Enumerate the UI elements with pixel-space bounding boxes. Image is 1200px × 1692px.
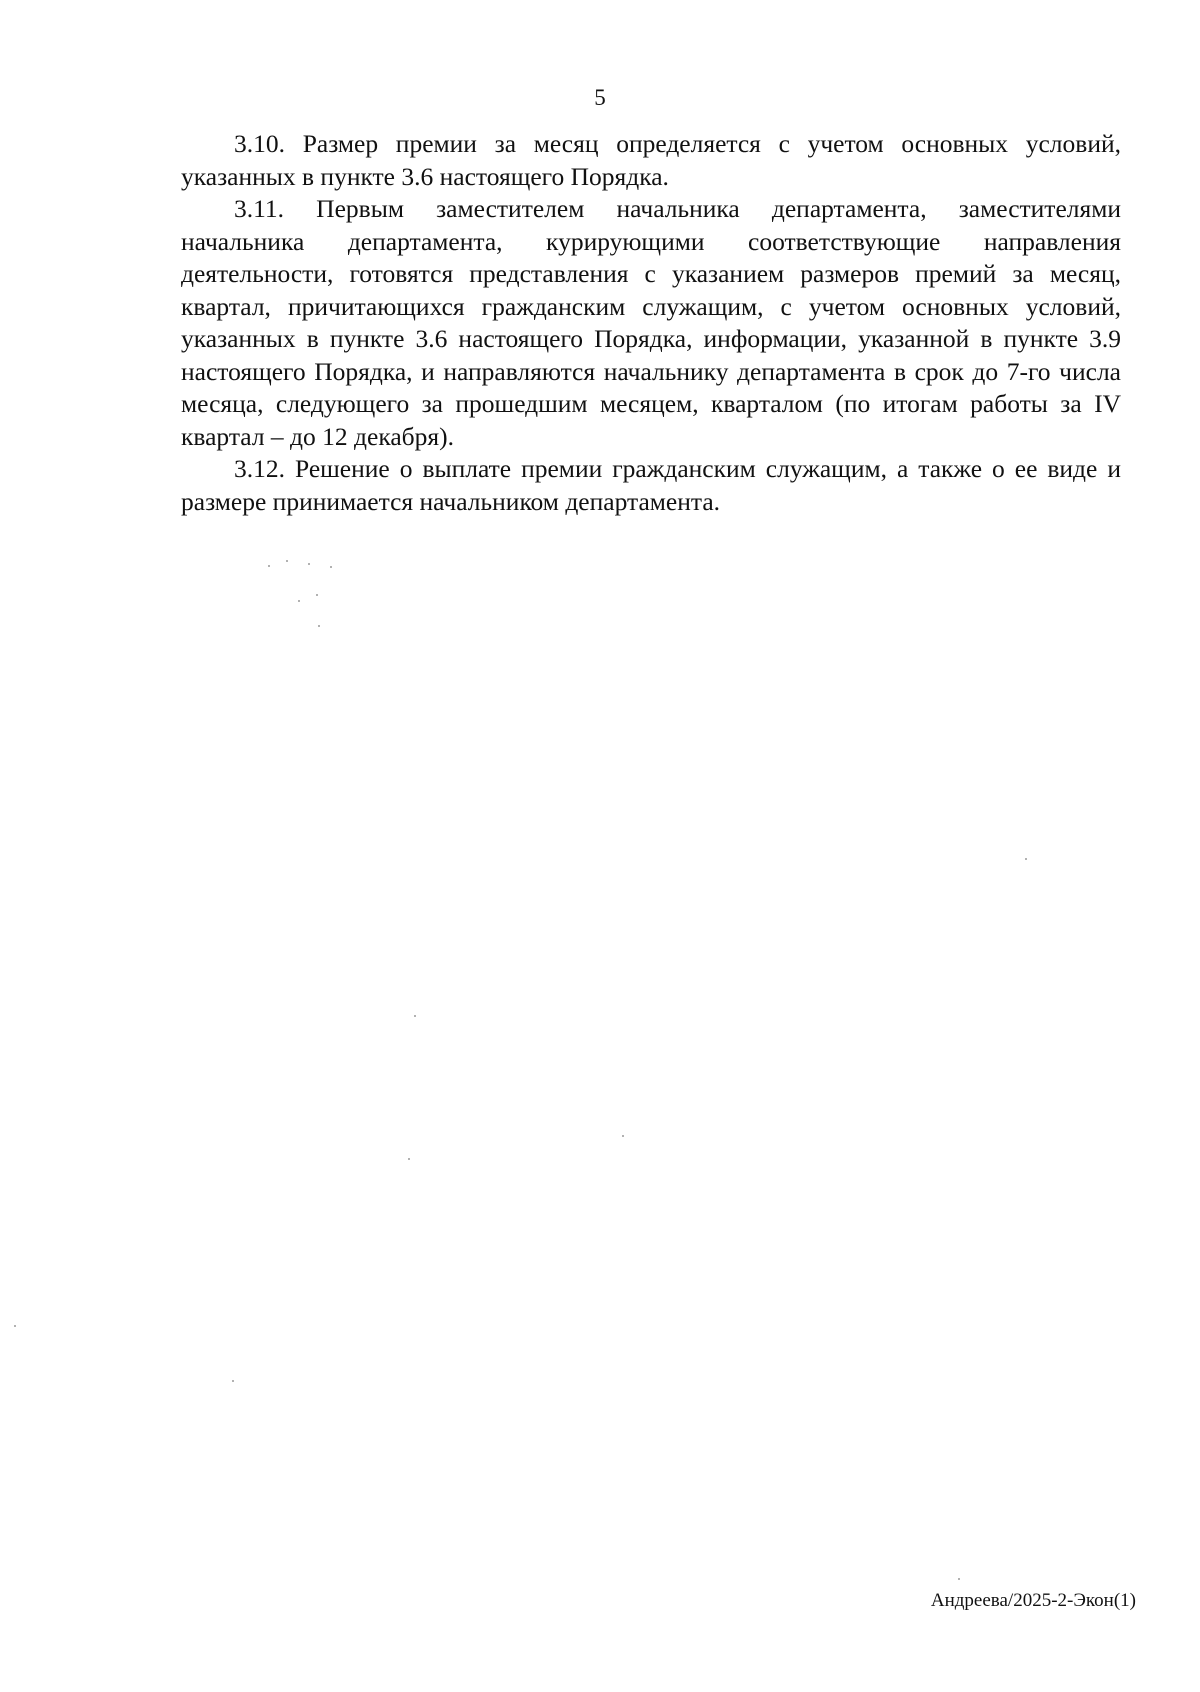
- scan-speck: [318, 625, 320, 627]
- body-text: [181, 128, 1121, 518]
- scan-speck: [330, 566, 332, 568]
- paragraph-3-10: 3.10. Размер премии за месяц определяется с учетом основных условий, указанных в пункте 3.6 настоящего Порядка.: [181, 129, 1121, 191]
- document-code: Андреева/2025-2-Экон(1): [930, 1590, 1136, 1611]
- scan-speck: [316, 594, 318, 596]
- scan-speck: [268, 565, 270, 567]
- scan-speck: [622, 1135, 624, 1137]
- scan-speck: [408, 1158, 410, 1160]
- scan-speck: [286, 560, 288, 562]
- scan-speck: [414, 1015, 416, 1017]
- scan-speck: [14, 1325, 16, 1327]
- scan-speck: [1025, 858, 1027, 860]
- scan-speck: [232, 1380, 234, 1382]
- scan-speck: [958, 1578, 960, 1580]
- page-number: 5: [594, 85, 606, 110]
- scan-speck: [298, 600, 300, 602]
- paragraph-3-12: 3.12. Решение о выплате премии гражданским служащим, а также о ее виде и размере принимается начальником департамента.: [181, 454, 1121, 516]
- paragraph-3-11: 3.11. Первым заместителем начальника департамента, заместителями начальника департамента, курирующими соответствующие направления деятельности, готовятся представления с указанием размеров премий за месяц, квартал, причитающихся гражданским служащим, с учетом основных условий, указанных в пункте 3.6 настоящего Порядка, информации, указанной в пункте 3.9 настоящего Порядка, и направляются начальнику департамента в срок до 7-го числа месяца, следующего за прошедшим месяцем, кварталом (по итогам работы за IV квартал – до 12 декабря).: [181, 194, 1121, 451]
- scan-speck: [308, 563, 310, 565]
